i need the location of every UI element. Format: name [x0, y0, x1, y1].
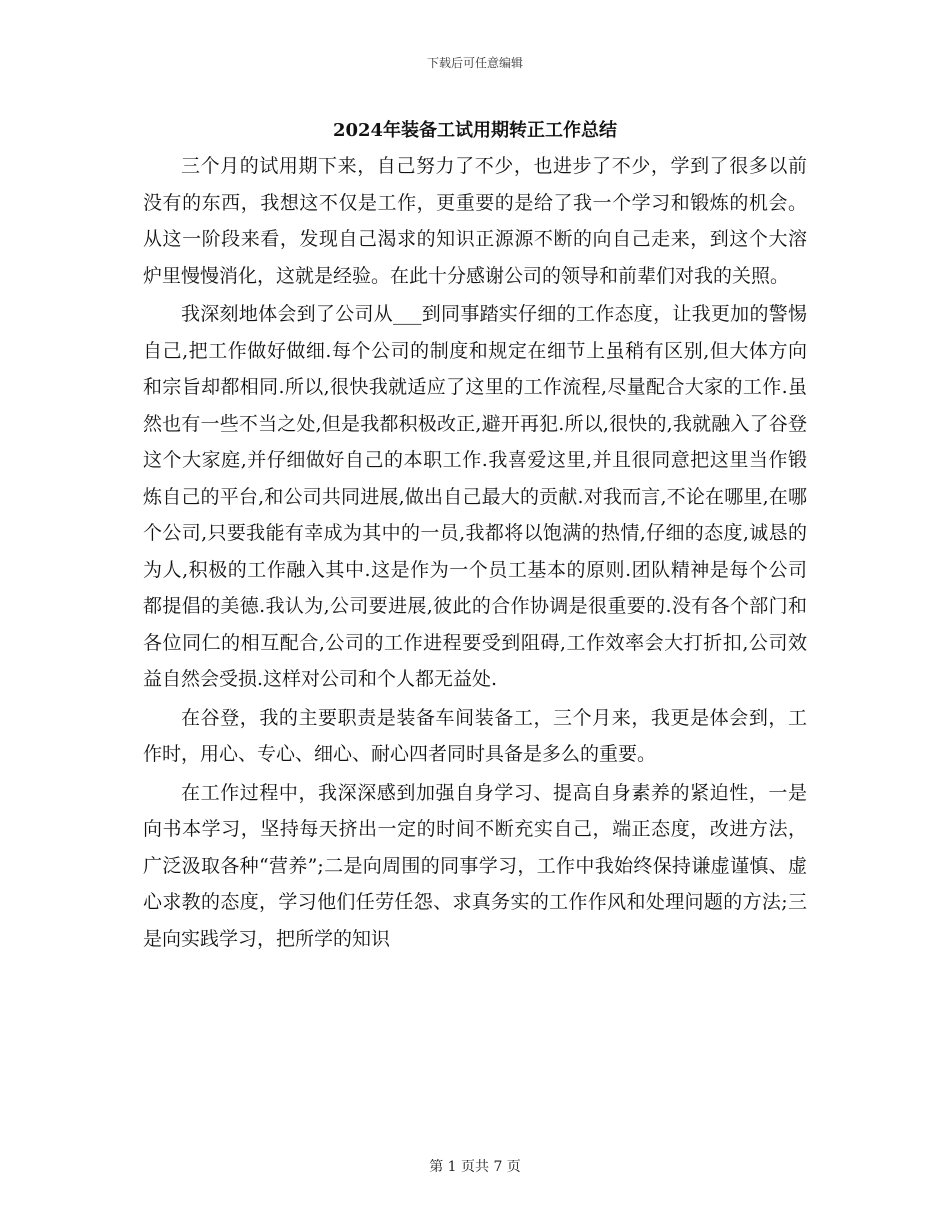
page-number: 第 1 页共 7 页 [429, 1159, 521, 1175]
document-body [143, 148, 807, 959]
paragraph-1: 三个月的试用期下来，自己努力了不少，也进步了不少，学到了很多以前没有的东西，我想这不仅是工作，更重要的是给了我一个学习和锻炼的机会。从这一阶段来看，发现自己渴求的知识正源源不断的向自己走来，到这个大溶炉里慢慢消化，这就是经验。在此十分感谢公司的领导和前辈们对我的关照。 [143, 155, 807, 287]
document-title: 2024年装备工试用期转正工作总结 [332, 120, 618, 141]
paragraph-4: 在工作过程中，我深深感到加强自身学习、提高自身素养的紧迫性，一是向书本学习，坚持每天挤出一定的时间不断充实自己，端正态度，改进方法，广泛汲取各种“营养”;二是向周围的同事学习，工作中我始终保持谦虚谨慎、虚心求教的态度，学习他们任劳任怨、求真务实的工作作风和处理问题的方法;三是向实践学习，把所学的知识 [143, 781, 807, 950]
paragraph-2: 我深刻地体会到了公司从___到同事踏实仔细的工作态度，让我更加的警惕自己,把工作做好做细.每个公司的制度和规定在细节上虽稍有区别,但大体方向和宗旨却都相同.所以,很快我就适应了这里的工作流程,尽量配合大家的工作.虽然也有一些不当之处,但是我都积极改正,避开再犯.所以,很快的,我就融入了谷登这个大家庭,并仔细做好自己的本职工作.我喜爱这里,并且很同意把这里当作锻炼自己的平台,和公司共同进展,做出自己最大的贡献.对我而言,不论在哪里,在哪个公司,只要我能有幸成为其中的一员,我都将以饱满的热情,仔细的态度,诚恳的为人,积极的工作融入其中.这是作为一个员工基本的原则.团队精神是每个公司都提倡的美德.我认为,公司要进展,彼此的合作协调是很重要的.没有各个部门和各位同仁的相互配合,公司的工作进程要受到阻碍,工作效率会大打折扣,公司效益自然会受损.这样对公司和个人都无益处. [143, 303, 807, 690]
paragraph-3: 在谷登，我的主要职责是装备车间装备工，三个月来，我更是体会到，工作时，用心、专心、细心、耐心四者同时具备是多么的重要。 [143, 706, 807, 765]
header-note: 下载后可任意编辑 [426, 56, 523, 70]
